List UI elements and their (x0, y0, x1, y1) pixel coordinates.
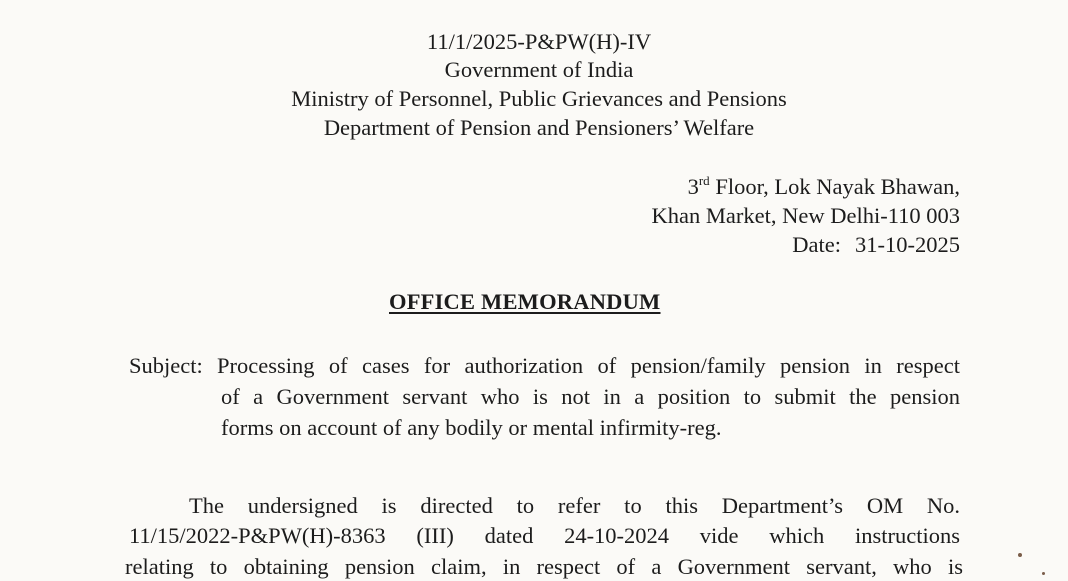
scan-speck (1042, 572, 1045, 575)
file-number: 11/1/2025-P&PW(H)-IV (426, 29, 652, 54)
floor-rest: Floor, Lok Nayak Bhawan, (709, 174, 960, 199)
subject-line-2: of a Government servant who is not in a position to submit the pension (221, 384, 960, 409)
body-line-2: 11/15/2022-P&PW(H)-8363 (III) dated 24-10-2024 vide which instructions (129, 523, 960, 548)
address-line-1 (688, 172, 960, 201)
floor-suffix: rd (698, 173, 710, 188)
subject-label: Subject: (129, 353, 203, 378)
subject-line-3: forms on account of any bodily or mental infirmity-reg. (221, 415, 722, 440)
ministry-name: Ministry of Personnel, Public Grievances and Pensions (291, 86, 787, 111)
address-line-2: Khan Market, New Delhi-110 003 (651, 203, 960, 228)
body-line-3: relating to obtaining pension claim, in respect of a Government servant, who is (125, 554, 963, 579)
office-memorandum-title: OFFICE MEMORANDUM (389, 289, 661, 314)
body-line-1: The undersigned is directed to refer to this Department’s OM No. (189, 493, 960, 518)
department-name: Department of Pension and Pensioners’ Welfare (323, 115, 755, 140)
subject-line-1: Processing of cases for authorization of pension/family pension in respect (217, 353, 960, 378)
date-line (792, 230, 960, 259)
government-name: Government of India (444, 57, 634, 82)
date-label: Date: (792, 232, 841, 257)
floor-number: 3 (687, 174, 699, 199)
scan-speck (1018, 553, 1022, 557)
date-value: 31-10-2025 (855, 232, 960, 257)
